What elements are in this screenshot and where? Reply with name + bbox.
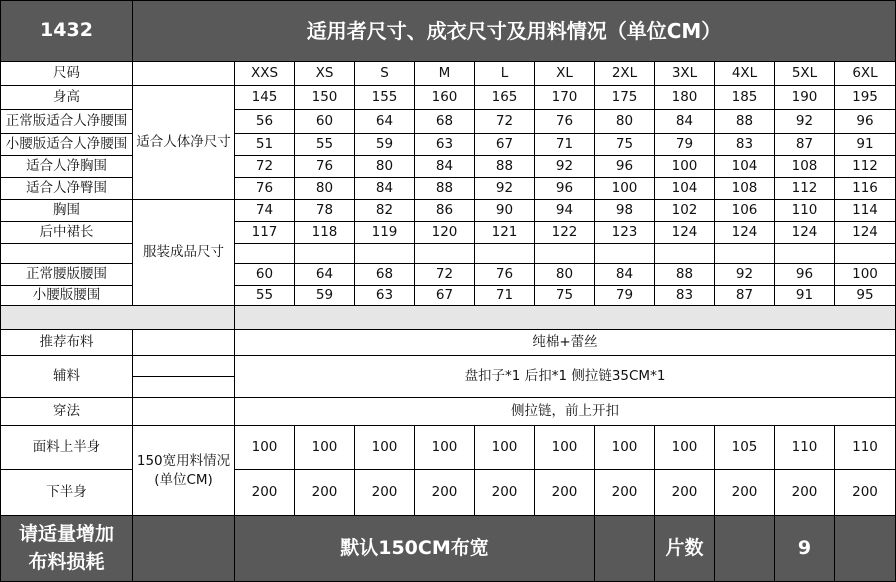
info-row-value: 盘扣子*1 后扣*1 侧拉链35CM*1 [235, 356, 896, 398]
garment-value-cell [835, 244, 896, 264]
body-value-cell: 83 [715, 134, 775, 156]
body-value-cell: 165 [475, 86, 535, 110]
body-value-cell: 80 [295, 178, 355, 200]
fabric-value-cell: 110 [775, 426, 835, 470]
info-spacer [133, 398, 235, 426]
fabric-section-label: 150宽用料情况 (单位CM) [133, 426, 235, 516]
garment-value-cell [355, 244, 415, 264]
body-value-cell: 92 [535, 156, 595, 178]
garment-value-cell [775, 244, 835, 264]
body-value-cell: 92 [475, 178, 535, 200]
body-value-cell: 195 [835, 86, 896, 110]
body-value-cell: 55 [295, 134, 355, 156]
garment-value-cell: 55 [235, 286, 295, 306]
size-header: L [475, 62, 535, 86]
info-row-value: 纯棉+蕾丝 [235, 330, 896, 356]
garment-value-cell: 84 [595, 264, 655, 286]
info-spacer [133, 356, 235, 398]
garment-value-cell [595, 244, 655, 264]
size-header: S [355, 62, 415, 86]
garment-section-label: 服装成品尺寸 [133, 200, 235, 306]
footer-spacer [133, 516, 235, 582]
body-value-cell: 190 [775, 86, 835, 110]
footer-gap-3 [835, 516, 896, 582]
garment-value-cell: 79 [595, 286, 655, 306]
separator-right [235, 306, 896, 330]
body-value-cell: 116 [835, 178, 896, 200]
garment-value-cell: 100 [835, 264, 896, 286]
garment-row-label: 胸围 [0, 200, 133, 222]
fabric-value-cell: 200 [655, 470, 715, 516]
garment-value-cell: 122 [535, 222, 595, 244]
footer-note: 请适量增加 布料损耗 [0, 516, 133, 582]
body-value-cell: 80 [595, 110, 655, 134]
fabric-value-cell: 200 [595, 470, 655, 516]
body-value-cell: 104 [655, 178, 715, 200]
body-value-cell: 84 [655, 110, 715, 134]
body-row-label: 适合人净臀围 [0, 178, 133, 200]
body-value-cell: 75 [595, 134, 655, 156]
garment-value-cell: 71 [475, 286, 535, 306]
body-value-cell: 112 [775, 178, 835, 200]
body-value-cell: 63 [415, 134, 475, 156]
size-header: 6XL [835, 62, 896, 86]
body-value-cell: 87 [775, 134, 835, 156]
garment-value-cell: 121 [475, 222, 535, 244]
garment-value-cell [295, 244, 355, 264]
body-value-cell: 108 [715, 178, 775, 200]
size-header: XL [535, 62, 595, 86]
garment-value-cell: 124 [655, 222, 715, 244]
fabric-value-cell: 100 [655, 426, 715, 470]
body-value-cell: 150 [295, 86, 355, 110]
garment-value-cell [415, 244, 475, 264]
garment-value-cell: 80 [535, 264, 595, 286]
body-value-cell: 100 [655, 156, 715, 178]
fabric-value-cell: 100 [355, 426, 415, 470]
garment-value-cell: 120 [415, 222, 475, 244]
garment-value-cell: 95 [835, 286, 896, 306]
info-spacer [133, 330, 235, 356]
body-value-cell: 67 [475, 134, 535, 156]
garment-value-cell: 67 [415, 286, 475, 306]
body-value-cell: 145 [235, 86, 295, 110]
garment-value-cell: 124 [715, 222, 775, 244]
body-value-cell: 180 [655, 86, 715, 110]
garment-value-cell: 94 [535, 200, 595, 222]
garment-value-cell: 124 [775, 222, 835, 244]
fabric-value-cell: 100 [295, 426, 355, 470]
body-value-cell: 79 [655, 134, 715, 156]
size-label: 尺码 [0, 62, 133, 86]
info-divider [133, 376, 235, 377]
garment-value-cell: 91 [775, 286, 835, 306]
body-value-cell: 160 [415, 86, 475, 110]
garment-value-cell: 102 [655, 200, 715, 222]
fabric-value-cell: 200 [355, 470, 415, 516]
garment-row-label [0, 244, 133, 264]
garment-value-cell: 64 [295, 264, 355, 286]
garment-row-label: 正常腰版腰围 [0, 264, 133, 286]
product-code: 1432 [0, 0, 133, 62]
body-value-cell: 60 [295, 110, 355, 134]
body-value-cell: 80 [355, 156, 415, 178]
info-row-value: 侧拉链，前上开扣 [235, 398, 896, 426]
garment-value-cell: 59 [295, 286, 355, 306]
body-value-cell: 96 [535, 178, 595, 200]
size-header: XXS [235, 62, 295, 86]
body-value-cell: 72 [235, 156, 295, 178]
garment-value-cell: 63 [355, 286, 415, 306]
body-value-cell: 175 [595, 86, 655, 110]
fabric-value-cell: 200 [235, 470, 295, 516]
body-row-label: 适合人净胸围 [0, 156, 133, 178]
body-value-cell: 84 [415, 156, 475, 178]
garment-value-cell: 74 [235, 200, 295, 222]
garment-value-cell [235, 244, 295, 264]
body-value-cell: 96 [835, 110, 896, 134]
footer-gap [595, 516, 655, 582]
fabric-value-cell: 200 [415, 470, 475, 516]
garment-value-cell: 88 [655, 264, 715, 286]
garment-value-cell: 82 [355, 200, 415, 222]
fabric-value-cell: 100 [595, 426, 655, 470]
body-value-cell: 104 [715, 156, 775, 178]
garment-value-cell: 78 [295, 200, 355, 222]
garment-value-cell: 87 [715, 286, 775, 306]
body-value-cell: 88 [715, 110, 775, 134]
separator-left [0, 306, 235, 330]
body-value-cell: 88 [475, 156, 535, 178]
garment-value-cell: 110 [775, 200, 835, 222]
body-value-cell: 108 [775, 156, 835, 178]
fabric-value-cell: 200 [775, 470, 835, 516]
fabric-value-cell: 100 [535, 426, 595, 470]
garment-value-cell: 114 [835, 200, 896, 222]
size-header: 2XL [595, 62, 655, 86]
fabric-value-cell: 100 [475, 426, 535, 470]
body-value-cell: 71 [535, 134, 595, 156]
garment-value-cell: 68 [355, 264, 415, 286]
garment-value-cell [475, 244, 535, 264]
fabric-row-label: 下半身 [0, 470, 133, 516]
body-value-cell: 88 [415, 178, 475, 200]
garment-value-cell: 75 [535, 286, 595, 306]
body-value-cell: 112 [835, 156, 896, 178]
garment-value-cell: 124 [835, 222, 896, 244]
garment-value-cell: 90 [475, 200, 535, 222]
body-value-cell: 59 [355, 134, 415, 156]
fabric-value-cell: 200 [535, 470, 595, 516]
size-header: M [415, 62, 475, 86]
body-value-cell: 155 [355, 86, 415, 110]
footer-gap-2 [715, 516, 775, 582]
body-value-cell: 91 [835, 134, 896, 156]
body-value-cell: 64 [355, 110, 415, 134]
garment-value-cell: 72 [415, 264, 475, 286]
body-value-cell: 92 [775, 110, 835, 134]
fabric-value-cell: 200 [475, 470, 535, 516]
garment-value-cell: 119 [355, 222, 415, 244]
garment-value-cell [655, 244, 715, 264]
fabric-value-cell: 200 [295, 470, 355, 516]
info-row-label: 推荐布料 [0, 330, 133, 356]
size-header: 5XL [775, 62, 835, 86]
garment-value-cell: 86 [415, 200, 475, 222]
body-value-cell: 185 [715, 86, 775, 110]
body-value-cell: 76 [295, 156, 355, 178]
body-value-cell: 170 [535, 86, 595, 110]
body-value-cell: 84 [355, 178, 415, 200]
size-header: 4XL [715, 62, 775, 86]
garment-value-cell [535, 244, 595, 264]
info-row-label: 辅料 [0, 356, 133, 398]
body-value-cell: 76 [235, 178, 295, 200]
body-value-cell: 76 [535, 110, 595, 134]
body-row-label: 小腰版适合人净腰围 [0, 134, 133, 156]
garment-value-cell: 60 [235, 264, 295, 286]
garment-row-label: 小腰版腰围 [0, 286, 133, 306]
body-value-cell: 100 [595, 178, 655, 200]
body-value-cell: 72 [475, 110, 535, 134]
page-title: 适用者尺寸、成衣尺寸及用料情况（单位CM） [133, 0, 896, 62]
garment-value-cell: 96 [775, 264, 835, 286]
body-value-cell: 56 [235, 110, 295, 134]
size-header: 3XL [655, 62, 715, 86]
footer-pieces-label: 片数 [655, 516, 715, 582]
garment-value-cell [715, 244, 775, 264]
garment-value-cell: 92 [715, 264, 775, 286]
footer-pieces-value: 9 [775, 516, 835, 582]
info-row-label: 穿法 [0, 398, 133, 426]
garment-value-cell: 106 [715, 200, 775, 222]
fabric-value-cell: 110 [835, 426, 896, 470]
fabric-value-cell: 200 [835, 470, 896, 516]
footer-fabric-width: 默认150CM布宽 [235, 516, 595, 582]
garment-value-cell: 118 [295, 222, 355, 244]
garment-value-cell: 83 [655, 286, 715, 306]
fabric-value-cell: 200 [715, 470, 775, 516]
fabric-value-cell: 100 [235, 426, 295, 470]
garment-value-cell: 76 [475, 264, 535, 286]
body-row-label: 正常版适合人净腰围 [0, 110, 133, 134]
body-section-label: 适合人体净尺寸 [133, 86, 235, 200]
garment-value-cell: 123 [595, 222, 655, 244]
fabric-value-cell: 105 [715, 426, 775, 470]
body-value-cell: 51 [235, 134, 295, 156]
garment-row-label: 后中裙长 [0, 222, 133, 244]
garment-value-cell: 117 [235, 222, 295, 244]
body-value-cell: 96 [595, 156, 655, 178]
body-row-label: 身高 [0, 86, 133, 110]
section-spacer [133, 62, 235, 86]
fabric-row-label: 面料上半身 [0, 426, 133, 470]
body-value-cell: 68 [415, 110, 475, 134]
size-header: XS [295, 62, 355, 86]
garment-value-cell: 98 [595, 200, 655, 222]
fabric-value-cell: 100 [415, 426, 475, 470]
